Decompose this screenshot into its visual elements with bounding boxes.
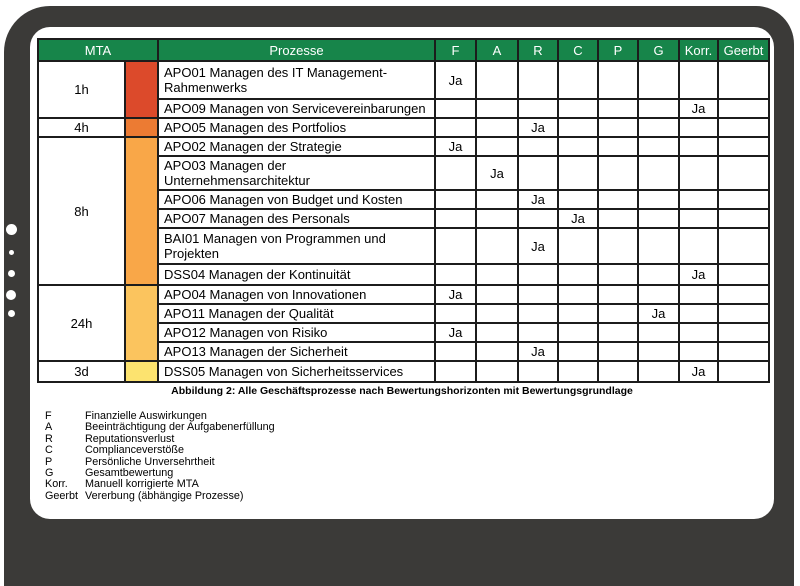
value-cell-f: Ja xyxy=(435,285,476,304)
value-cell-r xyxy=(518,361,558,382)
process-row xyxy=(38,137,769,156)
process-name: APO01 Managen des IT Management-Rahmenwerks xyxy=(158,61,435,99)
value-cell-korr xyxy=(679,342,718,361)
value-cell-g xyxy=(638,323,679,342)
value-cell-p xyxy=(598,264,638,285)
value-cell-c xyxy=(558,361,598,382)
value-cell-a xyxy=(476,285,518,304)
legend-term: P xyxy=(45,455,53,468)
value-cell-c xyxy=(558,285,598,304)
column-header-prozesse: Prozesse xyxy=(158,39,435,61)
value-cell-g xyxy=(638,361,679,382)
mta-color-swatch xyxy=(125,61,158,118)
process-name: APO04 Managen von Innovationen xyxy=(158,285,435,304)
value-cell-g xyxy=(638,190,679,209)
legend-description: Vererbung (äbhängige Prozesse) xyxy=(85,489,244,502)
process-name: APO11 Managen der Qualität xyxy=(158,304,435,323)
value-cell-geerbt xyxy=(718,156,769,190)
tablet-frame xyxy=(4,6,794,586)
legend-description: Persönliche Unversehrtheit xyxy=(85,455,215,468)
value-cell-p xyxy=(598,285,638,304)
process-row xyxy=(38,118,769,137)
process-name: APO09 Managen von Servicevereinbarungen xyxy=(158,99,435,118)
value-cell-c xyxy=(558,118,598,137)
value-cell-a xyxy=(476,228,518,264)
value-cell-geerbt xyxy=(718,228,769,264)
value-cell-a xyxy=(476,209,518,228)
value-cell-p xyxy=(598,361,638,382)
mta-color-swatch xyxy=(125,137,158,285)
value-cell-f xyxy=(435,209,476,228)
column-header-korr: Korr. xyxy=(679,39,718,61)
mta-label-4h: 4h xyxy=(38,118,125,137)
value-cell-a xyxy=(476,118,518,137)
legend-term: R xyxy=(45,432,53,445)
value-cell-korr: Ja xyxy=(679,361,718,382)
process-row xyxy=(38,285,769,304)
value-cell-p xyxy=(598,209,638,228)
figure-caption: Abbildung 2: Alle Geschäftsprozesse nach Bewertungshorizonten mit Bewertungsgrundlage xyxy=(171,385,633,397)
value-cell-c xyxy=(558,304,598,323)
value-cell-c xyxy=(558,264,598,285)
legend-term: C xyxy=(45,444,53,457)
value-cell-g xyxy=(638,137,679,156)
legend-description: Manuell korrigierte MTA xyxy=(85,478,199,491)
value-cell-geerbt xyxy=(718,304,769,323)
legend-term: A xyxy=(45,421,53,434)
value-cell-a xyxy=(476,264,518,285)
table-header-row xyxy=(38,39,769,61)
column-header-g: G xyxy=(638,39,679,61)
legend-description: Reputationsverlust xyxy=(85,432,175,445)
value-cell-g xyxy=(638,285,679,304)
value-cell-g xyxy=(638,209,679,228)
process-name: APO12 Managen von Risiko xyxy=(158,323,435,342)
value-cell-g xyxy=(638,264,679,285)
value-cell-a xyxy=(476,190,518,209)
value-cell-r: Ja xyxy=(518,190,558,209)
screen xyxy=(30,27,774,519)
process-row xyxy=(38,61,769,99)
column-header-a: A xyxy=(476,39,518,61)
value-cell-c xyxy=(558,190,598,209)
legend-term: Korr. xyxy=(45,478,68,491)
process-name: APO13 Managen der Sicherheit xyxy=(158,342,435,361)
mta-label-1h: 1h xyxy=(38,61,125,118)
value-cell-g xyxy=(638,228,679,264)
value-cell-c xyxy=(558,61,598,99)
value-cell-p xyxy=(598,137,638,156)
value-cell-r: Ja xyxy=(518,342,558,361)
value-cell-geerbt xyxy=(718,361,769,382)
value-cell-korr xyxy=(679,137,718,156)
value-cell-f: Ja xyxy=(435,137,476,156)
value-cell-f xyxy=(435,118,476,137)
value-cell-r xyxy=(518,304,558,323)
value-cell-a xyxy=(476,361,518,382)
bezel-dot xyxy=(6,224,17,235)
process-name: APO03 Managen der Unternehmensarchitektur xyxy=(158,156,435,190)
value-cell-g xyxy=(638,156,679,190)
value-cell-korr xyxy=(679,118,718,137)
value-cell-r xyxy=(518,264,558,285)
value-cell-geerbt xyxy=(718,209,769,228)
value-cell-c xyxy=(558,99,598,118)
value-cell-korr: Ja xyxy=(679,264,718,285)
value-cell-geerbt xyxy=(718,137,769,156)
value-cell-r xyxy=(518,285,558,304)
value-cell-a xyxy=(476,61,518,99)
value-cell-korr xyxy=(679,61,718,99)
value-cell-c xyxy=(558,228,598,264)
value-cell-f xyxy=(435,99,476,118)
bezel-dot xyxy=(8,310,15,317)
value-cell-p xyxy=(598,118,638,137)
value-cell-f: Ja xyxy=(435,323,476,342)
value-cell-a xyxy=(476,342,518,361)
abbreviation-legend xyxy=(45,411,275,502)
mta-label-3d: 3d xyxy=(38,361,125,382)
value-cell-p xyxy=(598,228,638,264)
value-cell-c xyxy=(558,137,598,156)
value-cell-r xyxy=(518,61,558,99)
legend-description: Finanzielle Auswirkungen xyxy=(85,410,207,422)
value-cell-a: Ja xyxy=(476,156,518,190)
value-cell-korr xyxy=(679,156,718,190)
value-cell-c xyxy=(558,323,598,342)
value-cell-g: Ja xyxy=(638,304,679,323)
value-cell-f: Ja xyxy=(435,61,476,99)
process-name: APO07 Managen des Personals xyxy=(158,209,435,228)
value-cell-r xyxy=(518,137,558,156)
value-cell-p xyxy=(598,99,638,118)
value-cell-geerbt xyxy=(718,118,769,137)
value-cell-c: Ja xyxy=(558,209,598,228)
value-cell-korr xyxy=(679,190,718,209)
value-cell-r xyxy=(518,323,558,342)
value-cell-f xyxy=(435,228,476,264)
process-name: APO06 Managen von Budget und Kosten xyxy=(158,190,435,209)
value-cell-f xyxy=(435,190,476,209)
value-cell-r: Ja xyxy=(518,118,558,137)
value-cell-f xyxy=(435,264,476,285)
legend-item xyxy=(45,445,275,456)
value-cell-r xyxy=(518,209,558,228)
value-cell-a xyxy=(476,304,518,323)
value-cell-geerbt xyxy=(718,61,769,99)
value-cell-r xyxy=(518,156,558,190)
value-cell-korr xyxy=(679,323,718,342)
bezel-dot xyxy=(8,270,15,277)
value-cell-g xyxy=(638,342,679,361)
column-header-r: R xyxy=(518,39,558,61)
value-cell-a xyxy=(476,137,518,156)
value-cell-r: Ja xyxy=(518,228,558,264)
legend-description: Gesamtbewertung xyxy=(85,467,174,480)
value-cell-korr xyxy=(679,304,718,323)
value-cell-geerbt xyxy=(718,190,769,209)
process-name: APO05 Managen des Portfolios xyxy=(158,118,435,137)
value-cell-f xyxy=(435,361,476,382)
mta-label-8h: 8h xyxy=(38,137,125,285)
value-cell-g xyxy=(638,61,679,99)
legend-term: F xyxy=(45,410,52,422)
bezel-dot xyxy=(9,250,14,255)
value-cell-r xyxy=(518,99,558,118)
value-cell-f xyxy=(435,304,476,323)
process-table xyxy=(37,38,770,383)
value-cell-p xyxy=(598,61,638,99)
mta-color-swatch xyxy=(125,285,158,361)
value-cell-g xyxy=(638,118,679,137)
value-cell-f xyxy=(435,342,476,361)
process-name: DSS04 Managen der Kontinuität xyxy=(158,264,435,285)
value-cell-geerbt xyxy=(718,99,769,118)
value-cell-korr xyxy=(679,209,718,228)
value-cell-geerbt xyxy=(718,264,769,285)
value-cell-p xyxy=(598,304,638,323)
process-name: APO02 Managen der Strategie xyxy=(158,137,435,156)
value-cell-c xyxy=(558,156,598,190)
value-cell-a xyxy=(476,323,518,342)
value-cell-p xyxy=(598,156,638,190)
value-cell-korr: Ja xyxy=(679,99,718,118)
value-cell-p xyxy=(598,342,638,361)
process-name: DSS05 Managen von Sicherheitsservices xyxy=(158,361,435,382)
mta-color-swatch xyxy=(125,118,158,137)
column-header-f: F xyxy=(435,39,476,61)
value-cell-geerbt xyxy=(718,285,769,304)
mta-color-swatch xyxy=(125,361,158,382)
value-cell-p xyxy=(598,190,638,209)
legend-term: Geerbt xyxy=(45,489,79,502)
column-header-geerbt: Geerbt xyxy=(718,39,769,61)
process-row xyxy=(38,361,769,382)
mta-label-24h: 24h xyxy=(38,285,125,361)
legend-description: Beeinträchtigung der Aufgabenerfüllung xyxy=(85,421,275,434)
value-cell-korr xyxy=(679,228,718,264)
value-cell-geerbt xyxy=(718,342,769,361)
value-cell-korr xyxy=(679,285,718,304)
legend-description: Complianceverstöße xyxy=(85,444,185,457)
legend-item xyxy=(45,491,275,502)
value-cell-f xyxy=(435,156,476,190)
column-header-mta: MTA xyxy=(38,39,158,61)
process-name: BAI01 Managen von Programmen und Projekten xyxy=(158,228,435,264)
value-cell-geerbt xyxy=(718,323,769,342)
value-cell-g xyxy=(638,99,679,118)
column-header-p: P xyxy=(598,39,638,61)
value-cell-c xyxy=(558,342,598,361)
legend-term: G xyxy=(45,467,54,480)
column-header-c: C xyxy=(558,39,598,61)
value-cell-p xyxy=(598,323,638,342)
bezel-dot xyxy=(6,290,16,300)
value-cell-a xyxy=(476,99,518,118)
